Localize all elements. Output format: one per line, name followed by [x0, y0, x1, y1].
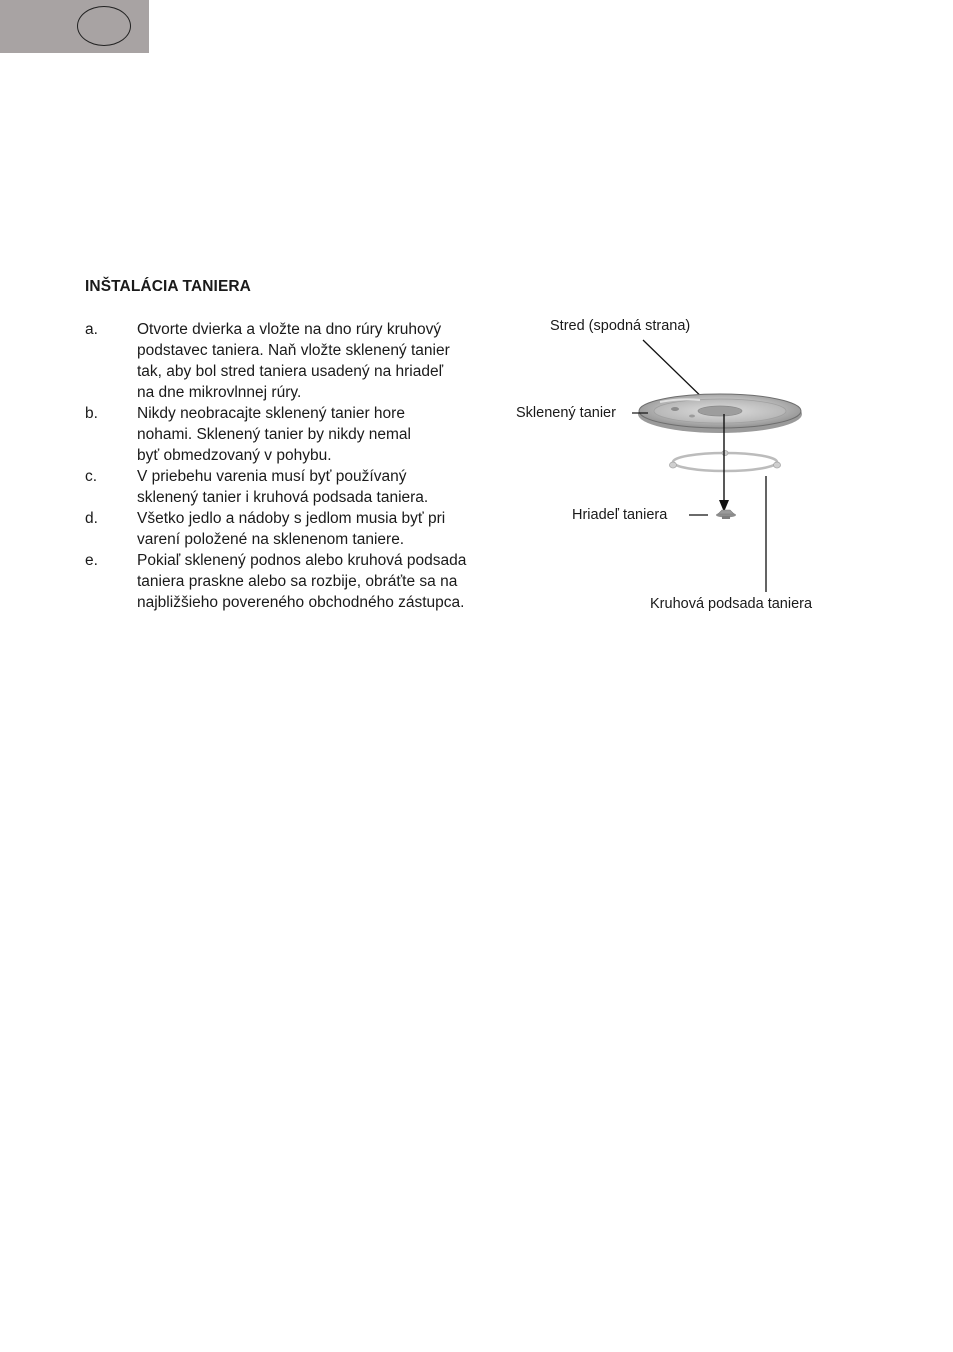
section-title: INŠTALÁCIA TANIERA [85, 278, 251, 295]
roller-ring-label: Kruhová podsada taniera [650, 596, 813, 612]
turntable-diagram [510, 310, 850, 620]
instruction-item [85, 466, 515, 508]
center-label: Stred (spodná strana) [550, 318, 691, 334]
instruction-text [137, 403, 515, 466]
instruction-item [85, 403, 515, 466]
instruction-line: Otvorte dvierka a vložte na dno rúry kruhový [137, 321, 442, 338]
instruction-item [85, 319, 515, 403]
instruction-line: taniera praskne alebo sa rozbije, obráťte sa na [137, 573, 458, 590]
shaft-shape [716, 510, 736, 519]
instruction-line: nohami. Sklenený tanier by nikdy nemal [137, 426, 411, 443]
turntable-illustration [510, 310, 850, 620]
instruction-line: podstavec taniera. Naň vložte sklenený tanier [137, 342, 450, 359]
roller-ring-shape [670, 451, 781, 472]
instruction-letter: a. [85, 321, 98, 338]
instruction-line: sklenený tanier i kruhová podsada taniera. [137, 489, 429, 506]
instruction-item [85, 508, 515, 550]
glass-tray-shape [638, 394, 802, 433]
instruction-line: V priebehu varenia musí byť používaný [137, 468, 407, 485]
instruction-line: najbližšieho povereného obchodného zástupca. [137, 594, 465, 611]
instruction-line: varení položené na sklenenom taniere. [137, 531, 405, 548]
instruction-letter: b. [85, 405, 98, 422]
instruction-letter: e. [85, 552, 98, 569]
instruction-text [137, 466, 515, 508]
language-tab [0, 0, 149, 53]
instruction-line: Všetko jedlo a nádoby s jedlom musia byť pri [137, 510, 446, 527]
instruction-item [85, 550, 515, 613]
instruction-line: Nikdy neobracajte sklenený tanier hore [137, 405, 405, 422]
glass-tray-label: Sklenený tanier [516, 405, 616, 421]
instruction-text [137, 550, 515, 613]
instruction-line: tak, aby bol stred taniera usadený na hriadeľ [137, 363, 444, 380]
instruction-line: na dne mikrovlnnej rúry. [137, 384, 302, 401]
instruction-text [137, 319, 515, 403]
shaft-label: Hriadeľ taniera [572, 507, 668, 523]
instruction-letter: c. [85, 468, 98, 485]
instruction-line: Pokiaľ sklenený podnos alebo kruhová podsada [137, 552, 467, 569]
language-badge-oval [77, 6, 131, 46]
instruction-text [137, 508, 515, 550]
instruction-letter: d. [85, 510, 98, 527]
instruction-line: byť obmedzovaný v pohybu. [137, 447, 332, 464]
instruction-list [85, 319, 515, 613]
